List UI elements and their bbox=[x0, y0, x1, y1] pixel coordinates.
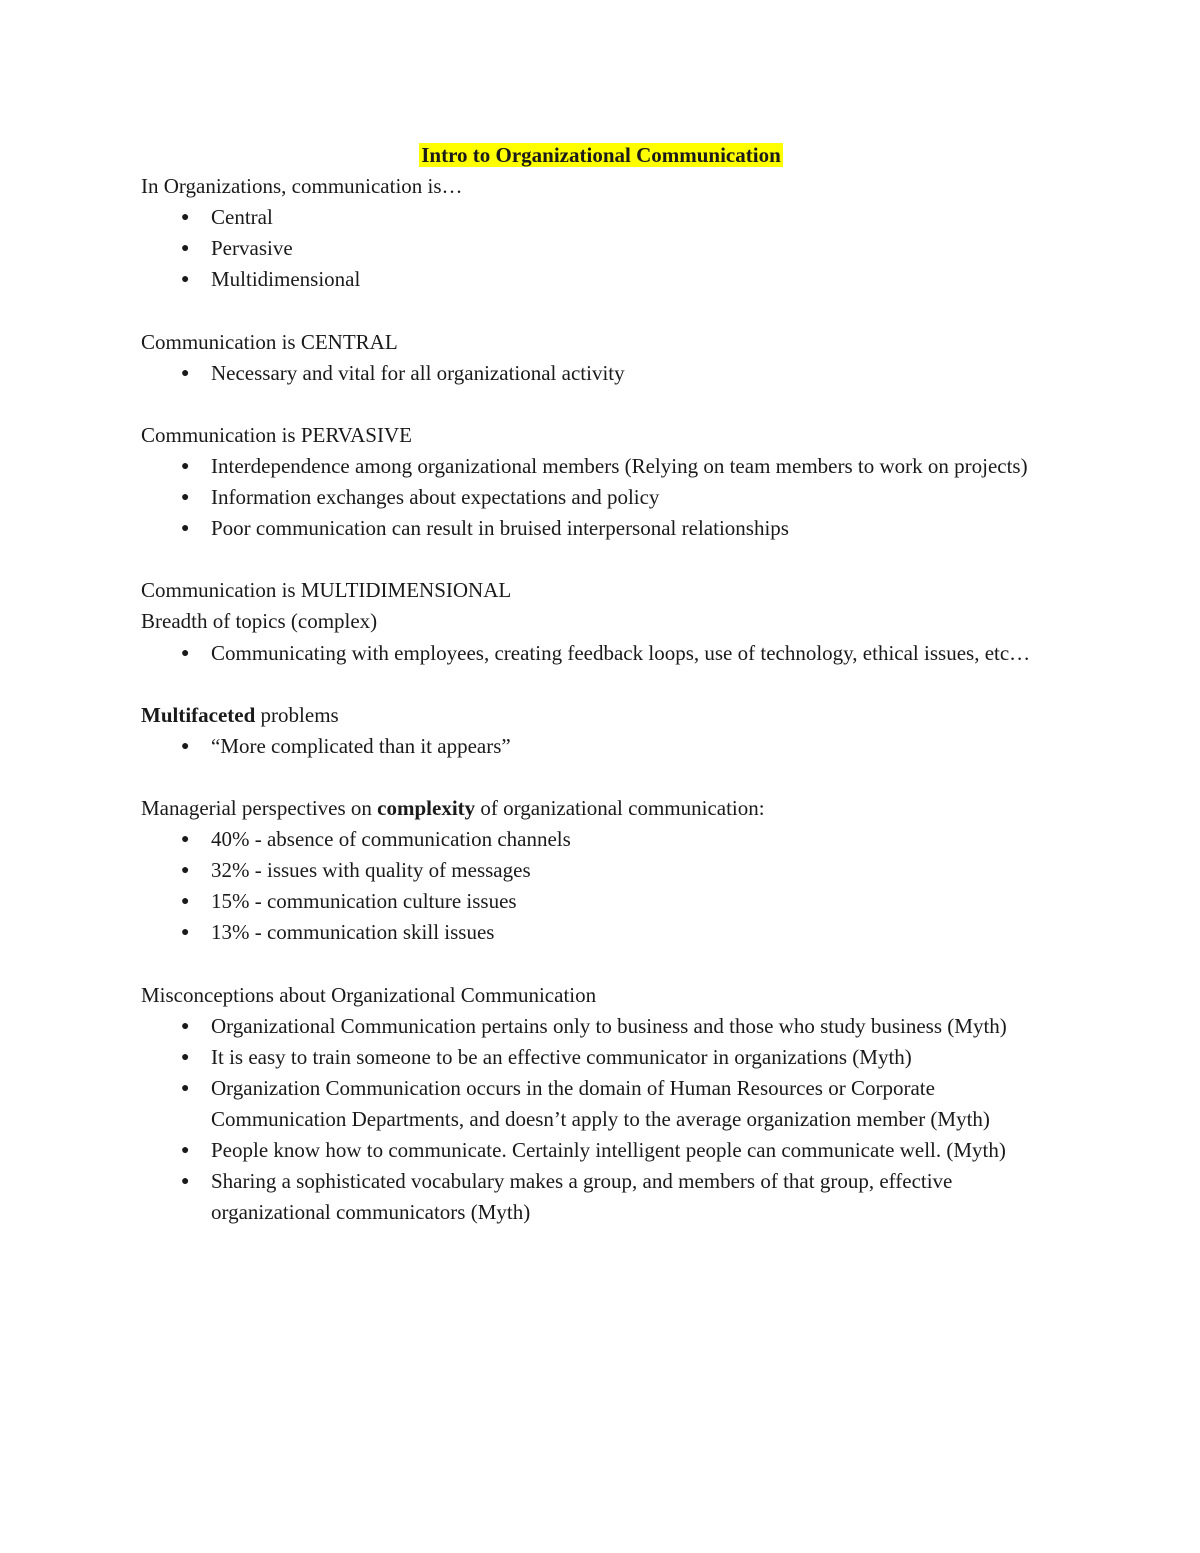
spacer bbox=[141, 948, 1061, 979]
spacer bbox=[141, 295, 1061, 326]
list-item: ● Communicating with employees, creating feedback loops, use of technology, ethical issues, etc… bbox=[141, 638, 1061, 669]
bullet-icon: ● bbox=[181, 832, 190, 848]
multifaceted-bold: Multifaceted bbox=[141, 702, 256, 727]
complexity-heading: Managerial perspectives on complexity of organizational communication: bbox=[141, 795, 765, 820]
list-item: ● Multidimensional bbox=[141, 264, 1061, 295]
bullet-icon: ● bbox=[181, 1049, 190, 1065]
bullet-icon: ● bbox=[181, 863, 190, 879]
intro-lead: In Organizations, communication is… bbox=[141, 174, 463, 199]
spacer bbox=[141, 389, 1061, 420]
bullet-icon: ● bbox=[181, 1174, 190, 1190]
list-item: ● 15% - communication culture issues bbox=[141, 886, 1061, 917]
spacer bbox=[141, 762, 1061, 793]
multidimensional-list bbox=[141, 638, 1061, 669]
spacer bbox=[141, 544, 1061, 575]
list-item: ● People know how to communicate. Certainly intelligent people can communicate well. (Myth) bbox=[141, 1135, 1061, 1166]
list-item: ● Central bbox=[141, 202, 1061, 233]
spacer bbox=[141, 669, 1061, 700]
list-item: ● Sharing a sophisticated vocabulary makes a group, and members of that group, effective organizational communicators (Myth) bbox=[141, 1166, 1061, 1228]
bullet-icon: ● bbox=[181, 645, 190, 661]
document-page bbox=[141, 140, 1061, 1228]
pervasive-list bbox=[141, 451, 1061, 544]
bullet-icon: ● bbox=[181, 1143, 190, 1158]
bullet-icon: ● bbox=[181, 241, 190, 257]
list-item: ● 13% - communication skill issues bbox=[141, 917, 1061, 948]
bullet-icon: ● bbox=[181, 1080, 190, 1096]
bullet-icon: ● bbox=[181, 738, 190, 754]
pervasive-heading: Communication is PERVASIVE bbox=[141, 422, 412, 447]
bullet-icon: ● bbox=[181, 490, 190, 506]
bullet-icon: ● bbox=[181, 272, 190, 288]
complexity-bold: complexity bbox=[377, 795, 476, 820]
list-item: ● Poor communication can result in bruised interpersonal relationships bbox=[141, 513, 1061, 544]
bullet-icon: ● bbox=[181, 458, 190, 474]
misconceptions-list bbox=[141, 1011, 1061, 1229]
bullet-icon: ● bbox=[181, 365, 190, 381]
multidimensional-heading: Communication is MULTIDIMENSIONAL bbox=[141, 578, 512, 603]
list-item: ● Pervasive bbox=[141, 233, 1061, 264]
list-item: ● 32% - issues with quality of messages bbox=[141, 855, 1061, 886]
intro-list bbox=[141, 202, 1061, 295]
title-highlight: Intro to Organizational Communication bbox=[421, 143, 781, 167]
bullet-icon: ● bbox=[181, 521, 190, 537]
multifaceted-heading: Multifaceted problems bbox=[141, 702, 339, 727]
list-item: ● Necessary and vital for all organizational activity bbox=[141, 358, 1061, 389]
page-title bbox=[141, 140, 1061, 171]
bullet-icon: ● bbox=[181, 1018, 190, 1034]
central-heading: Communication is CENTRAL bbox=[141, 329, 398, 354]
list-item: ● “More complicated than it appears” bbox=[141, 731, 1061, 762]
complexity-list bbox=[141, 824, 1061, 948]
bullet-icon: ● bbox=[181, 894, 190, 910]
list-item: ● Interdependence among organizational members (Relying on team members to work on projects) bbox=[141, 451, 1061, 482]
multidimensional-subheading: Breadth of topics (complex) bbox=[141, 609, 378, 634]
list-item: ● Organization Communication occurs in the domain of Human Resources or Corporate Communication Departments, and doesn’t apply to the average organization member (Myth) bbox=[141, 1073, 1061, 1135]
multifaceted-list bbox=[141, 731, 1061, 762]
misconceptions-heading: Misconceptions about Organizational Communication bbox=[141, 982, 597, 1007]
list-item: ● Organizational Communication pertains only to business and those who study business (Myth) bbox=[141, 1011, 1061, 1042]
bullet-icon: ● bbox=[181, 925, 190, 941]
list-item: ● It is easy to train someone to be an effective communicator in organizations (Myth) bbox=[141, 1042, 1061, 1073]
list-item: ● Information exchanges about expectations and policy bbox=[141, 482, 1061, 513]
list-item: ● 40% - absence of communication channels bbox=[141, 824, 1061, 855]
central-list bbox=[141, 358, 1061, 389]
bullet-icon: ● bbox=[181, 210, 190, 226]
